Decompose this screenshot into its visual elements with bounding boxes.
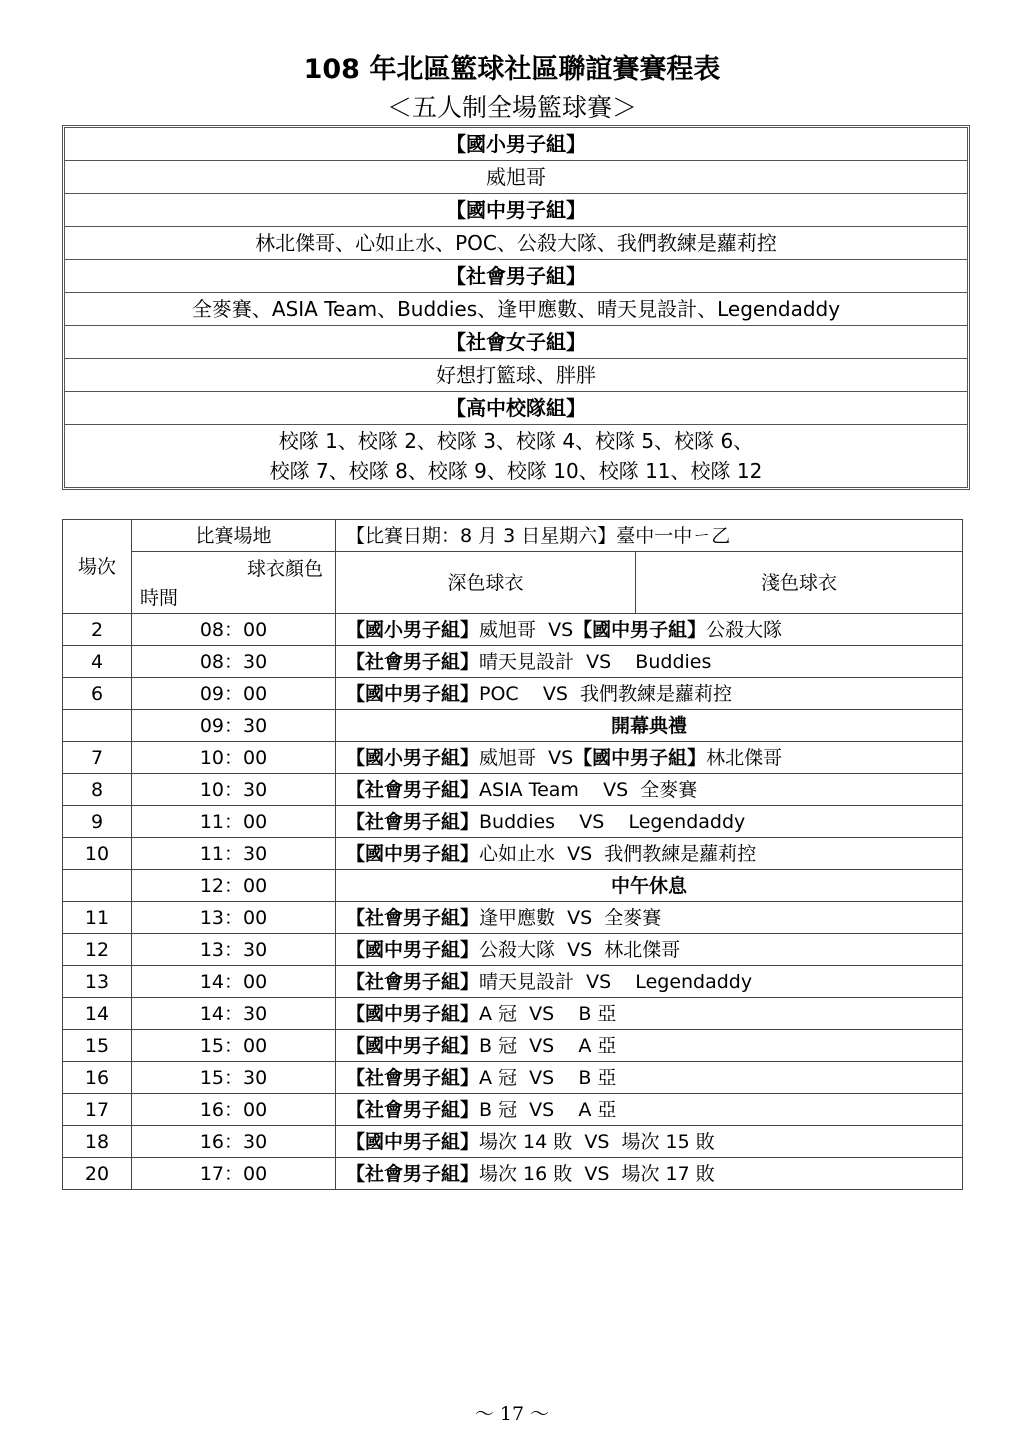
schedule-event: 中午休息 (336, 870, 963, 902)
schedule-row (63, 1062, 963, 1094)
team-members-line: 好想打籃球、胖胖 (436, 363, 596, 387)
game-time: 13：00 (132, 902, 336, 934)
team-members-line: 林北傑哥、心如止水、POC、公殺大隊、我們教練是蘿莉控 (255, 231, 777, 255)
game-number (63, 870, 132, 902)
match-teams: 威旭哥 VS (479, 746, 574, 769)
match-group: 【社會男子組】 (346, 1098, 480, 1121)
match-group: 【國中男子組】 (346, 1130, 480, 1153)
match-group: 【社會男子組】 (346, 906, 480, 929)
schedule-row (63, 774, 963, 806)
game-time: 11：30 (132, 838, 336, 870)
game-number: 6 (63, 678, 132, 710)
game-time: 10：30 (132, 774, 336, 806)
schedule-table (62, 519, 963, 1190)
matchup (336, 806, 963, 838)
game-time: 15：30 (132, 1062, 336, 1094)
time-label: 時間 (140, 587, 179, 609)
match-teams: 場次 14 敗 VS 場次 15 敗 (479, 1130, 715, 1153)
schedule-row (63, 902, 963, 934)
matchup (336, 966, 963, 998)
dark-jersey-header: 深色球衣 (336, 552, 636, 614)
game-number: 11 (63, 902, 132, 934)
schedule-row (63, 1126, 963, 1158)
match-teams: 逢甲應數 VS 全麥賽 (479, 906, 662, 929)
team-members (65, 293, 967, 326)
game-number: 4 (63, 646, 132, 678)
game-time: 09：30 (132, 710, 336, 742)
match-teams: ASIA Team VS 全麥賽 (479, 778, 698, 801)
match-teams: 心如止水 VS 我們教練是蘿莉控 (479, 842, 757, 865)
game-number: 9 (63, 806, 132, 838)
schedule-row (63, 710, 963, 742)
venue-header: 比賽場地 (132, 520, 336, 552)
match-teams: 林北傑哥 (706, 746, 783, 769)
game-time: 11：00 (132, 806, 336, 838)
team-group-heading: 【國小男子組】 (65, 128, 967, 161)
schedule-row (63, 742, 963, 774)
match-teams: B 冠 VS A 亞 (479, 1098, 617, 1121)
game-time: 10：00 (132, 742, 336, 774)
game-number (63, 710, 132, 742)
game-number: 13 (63, 966, 132, 998)
match-group: 【社會男子組】 (346, 810, 480, 833)
match-teams: Buddies VS Legendaddy (479, 810, 746, 833)
matchup (336, 614, 963, 646)
schedule-row (63, 934, 963, 966)
match-teams: A 冠 VS B 亞 (479, 1066, 617, 1089)
light-jersey-header: 淺色球衣 (636, 552, 963, 614)
matchup (336, 1158, 963, 1190)
match-group: 【國小男子組】 (346, 618, 480, 641)
team-group-heading: 【社會男子組】 (65, 260, 967, 293)
match-group: 【社會男子組】 (346, 970, 480, 993)
game-number: 8 (63, 774, 132, 806)
schedule-row (63, 646, 963, 678)
date-venue-header: 【比賽日期：8 月 3 日星期六】臺中一中ㄧ乙 (336, 520, 963, 552)
game-number: 17 (63, 1094, 132, 1126)
game-number: 20 (63, 1158, 132, 1190)
match-group: 【國中男子組】 (346, 1002, 480, 1025)
match-group: 【國中男子組】 (573, 746, 707, 769)
match-group: 【社會男子組】 (346, 778, 480, 801)
team-members (65, 161, 967, 194)
match-teams: 公殺大隊 (706, 618, 783, 641)
game-time: 12：00 (132, 870, 336, 902)
game-time: 17：00 (132, 1158, 336, 1190)
team-members (65, 359, 967, 392)
matchup (336, 838, 963, 870)
game-number: 2 (63, 614, 132, 646)
schedule-row (63, 678, 963, 710)
page-subtitle: ＜五人制全場籃球賽＞ (386, 93, 637, 122)
team-members-line: 全麥賽、ASIA Team、Buddies、逢甲應數、晴天見設計、Legendaddy (191, 297, 841, 321)
game-time: 09：00 (132, 678, 336, 710)
matchup (336, 1062, 963, 1094)
match-teams: 晴天見設計 VS Legendaddy (479, 970, 753, 993)
game-no-header: 場次 (63, 520, 132, 614)
match-teams: A 冠 VS B 亞 (479, 1002, 617, 1025)
game-time: 08：30 (132, 646, 336, 678)
match-group: 【國中男子組】 (346, 938, 480, 961)
matchup (336, 1126, 963, 1158)
match-group: 【國小男子組】 (346, 746, 480, 769)
game-time: 13：30 (132, 934, 336, 966)
game-time: 08：00 (132, 614, 336, 646)
page-title: 108 年北區籃球社區聯誼賽賽程表 (303, 54, 721, 85)
schedule-row (63, 966, 963, 998)
game-time: 15：00 (132, 1030, 336, 1062)
team-members (65, 227, 967, 260)
matchup (336, 934, 963, 966)
game-time: 16：30 (132, 1126, 336, 1158)
schedule-event: 開幕典禮 (336, 710, 963, 742)
schedule-row (63, 1094, 963, 1126)
schedule-row (63, 614, 963, 646)
game-time: 16：00 (132, 1094, 336, 1126)
schedule-row (63, 870, 963, 902)
game-time: 14：00 (132, 966, 336, 998)
schedule-row (63, 1030, 963, 1062)
match-group: 【社會男子組】 (346, 650, 480, 673)
game-number: 16 (63, 1062, 132, 1094)
match-teams: B 冠 VS A 亞 (479, 1034, 617, 1057)
match-teams: POC VS 我們教練是蘿莉控 (479, 682, 732, 705)
matchup (336, 678, 963, 710)
match-group: 【社會男子組】 (346, 1066, 480, 1089)
game-number: 18 (63, 1126, 132, 1158)
team-group-heading: 【高中校隊組】 (65, 392, 967, 425)
match-group: 【國中男子組】 (346, 842, 480, 865)
team-group-heading: 【社會女子組】 (65, 326, 967, 359)
game-number: 15 (63, 1030, 132, 1062)
game-number: 12 (63, 934, 132, 966)
matchup (336, 998, 963, 1030)
schedule-row (63, 1158, 963, 1190)
schedule-subheader-row (63, 552, 963, 614)
match-teams: 場次 16 敗 VS 場次 17 敗 (479, 1162, 715, 1185)
schedule-row (63, 806, 963, 838)
schedule-header-row (63, 520, 963, 552)
match-teams: 晴天見設計 VS Buddies (479, 650, 712, 673)
schedule-row (63, 838, 963, 870)
matchup (336, 774, 963, 806)
schedule-row (63, 998, 963, 1030)
matchup (336, 646, 963, 678)
match-teams: 公殺大隊 VS 林北傑哥 (479, 938, 681, 961)
team-members (65, 425, 967, 487)
game-number: 7 (63, 742, 132, 774)
team-members-line: 校隊 7、校隊 8、校隊 9、校隊 10、校隊 11、校隊 12 (269, 459, 763, 483)
team-members-line: 校隊 1、校隊 2、校隊 3、校隊 4、校隊 5、校隊 6、 (278, 429, 754, 453)
matchup (336, 1030, 963, 1062)
game-number: 10 (63, 838, 132, 870)
match-group: 【國中男子組】 (573, 618, 707, 641)
matchup (336, 902, 963, 934)
match-group: 【社會男子組】 (346, 1162, 480, 1185)
game-number: 14 (63, 998, 132, 1030)
team-group-heading: 【國中男子組】 (65, 194, 967, 227)
page-number: ～ 17 ～ (474, 1403, 550, 1425)
match-teams: 威旭哥 VS (479, 618, 574, 641)
match-group: 【國中男子組】 (346, 1034, 480, 1057)
teams-table (62, 125, 970, 490)
team-members-line: 威旭哥 (486, 165, 546, 189)
game-time: 14：30 (132, 998, 336, 1030)
jersey-color-label: 球衣顏色 (246, 558, 323, 580)
jersey-time-header (132, 552, 336, 614)
match-group: 【國中男子組】 (346, 682, 480, 705)
matchup (336, 1094, 963, 1126)
matchup (336, 742, 963, 774)
